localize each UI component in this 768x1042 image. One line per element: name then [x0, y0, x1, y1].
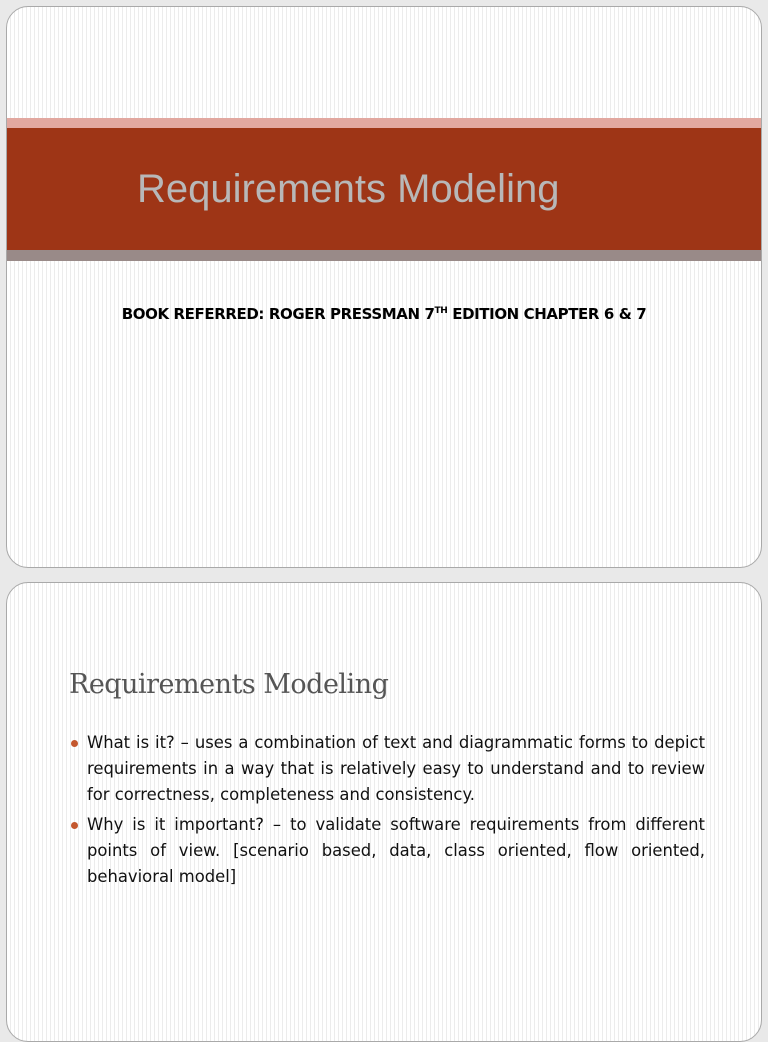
subtitle-rest: EDITION CHAPTER 6 & 7 [447, 305, 647, 323]
bullet-text: What is it? – uses a combination of text and diagrammatic forms to depict requirements in a way that is relatively easy to understand and to review for correctness, completeness and consistency. [87, 733, 705, 804]
bullet-dot-icon [71, 740, 78, 747]
subtitle-superscript: TH [434, 306, 448, 316]
subtitle-main: BOOK REFERRED: ROGER PRESSMAN 7 [121, 305, 435, 323]
slide-1-title: Requirements Modeling [137, 167, 560, 211]
title-band-bottom-stripe [7, 250, 761, 261]
bullet-item [71, 812, 705, 890]
title-band-top-stripe [7, 118, 761, 128]
bullet-item [71, 730, 705, 808]
slide-2 [6, 582, 762, 1042]
slide-1-subtitle [7, 305, 761, 323]
slide-1 [6, 6, 762, 568]
bullet-list [71, 730, 705, 894]
bullet-dot-icon [71, 822, 78, 829]
slide-2-title: Requirements Modeling [69, 669, 389, 700]
bullet-text: Why is it important? – to validate software requirements from different points of view. [scenario based, data, class oriented, flow oriented, behavioral model] [87, 815, 705, 886]
